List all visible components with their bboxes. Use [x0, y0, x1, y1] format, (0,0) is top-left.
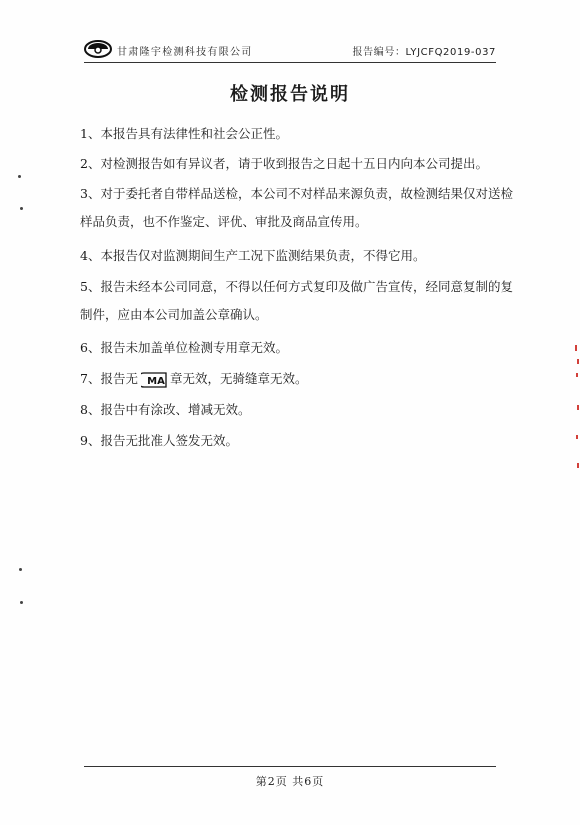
list-item — [80, 334, 508, 362]
item-text-after: 章无效，无骑缝章无效。 — [169, 371, 308, 386]
report-number-value: LYJCFQ2019-037 — [405, 47, 496, 58]
page-header — [84, 38, 496, 62]
list-item — [80, 396, 508, 424]
cma-mark-icon — [141, 372, 167, 388]
seal-edge-mark — [572, 345, 580, 475]
item-text: 8、报告中有涂改、增减无效。 — [80, 402, 251, 417]
header-divider — [84, 62, 496, 63]
item-text: 3、对于委托者自带样品送检，本公司不对样品来源负责，故检测结果仅对送检 — [80, 186, 513, 201]
footer-divider — [84, 766, 496, 767]
page-title: 检测报告说明 — [230, 84, 350, 105]
item-text-before: 7、报告无 — [80, 371, 138, 386]
item-text: 5、报告未经本公司同意，不得以任何方式复印及做广告宣传，经同意复制的复 — [80, 279, 513, 294]
report-number — [353, 43, 496, 58]
binding-mark — [18, 175, 21, 178]
page-number: 第2页 共6页 — [255, 775, 325, 788]
list-item — [80, 150, 508, 178]
item-text: 1、本报告具有法律性和社会公正性。 — [80, 126, 288, 141]
list-item — [80, 242, 508, 270]
list-item — [80, 273, 513, 329]
list-item — [80, 365, 508, 393]
binding-mark — [20, 207, 23, 210]
list-item — [80, 427, 508, 455]
binding-mark — [19, 568, 22, 571]
item-text-continued: 样品负责，也不作鉴定、评优、审批及商品宣传用。 — [80, 214, 368, 229]
company-logo-icon — [84, 40, 112, 58]
list-item — [80, 180, 513, 236]
company-name: 甘肃隆宇检测科技有限公司 — [117, 47, 253, 58]
report-number-label: 报告编号： — [352, 47, 406, 58]
binding-mark — [20, 601, 23, 604]
item-text: 6、报告未加盖单位检测专用章无效。 — [80, 340, 288, 355]
item-text: 4、本报告仅对监测期间生产工况下监测结果负责，不得它用。 — [80, 248, 426, 263]
cma-mark-text: MA — [147, 375, 165, 387]
item-text-continued: 制件，应由本公司加盖公章确认。 — [80, 307, 268, 322]
item-text: 2、对检测报告如有异议者，请于收到报告之日起十五日内向本公司提出。 — [80, 156, 488, 171]
item-text: 9、报告无批准人签发无效。 — [80, 433, 238, 448]
list-item — [80, 120, 508, 148]
